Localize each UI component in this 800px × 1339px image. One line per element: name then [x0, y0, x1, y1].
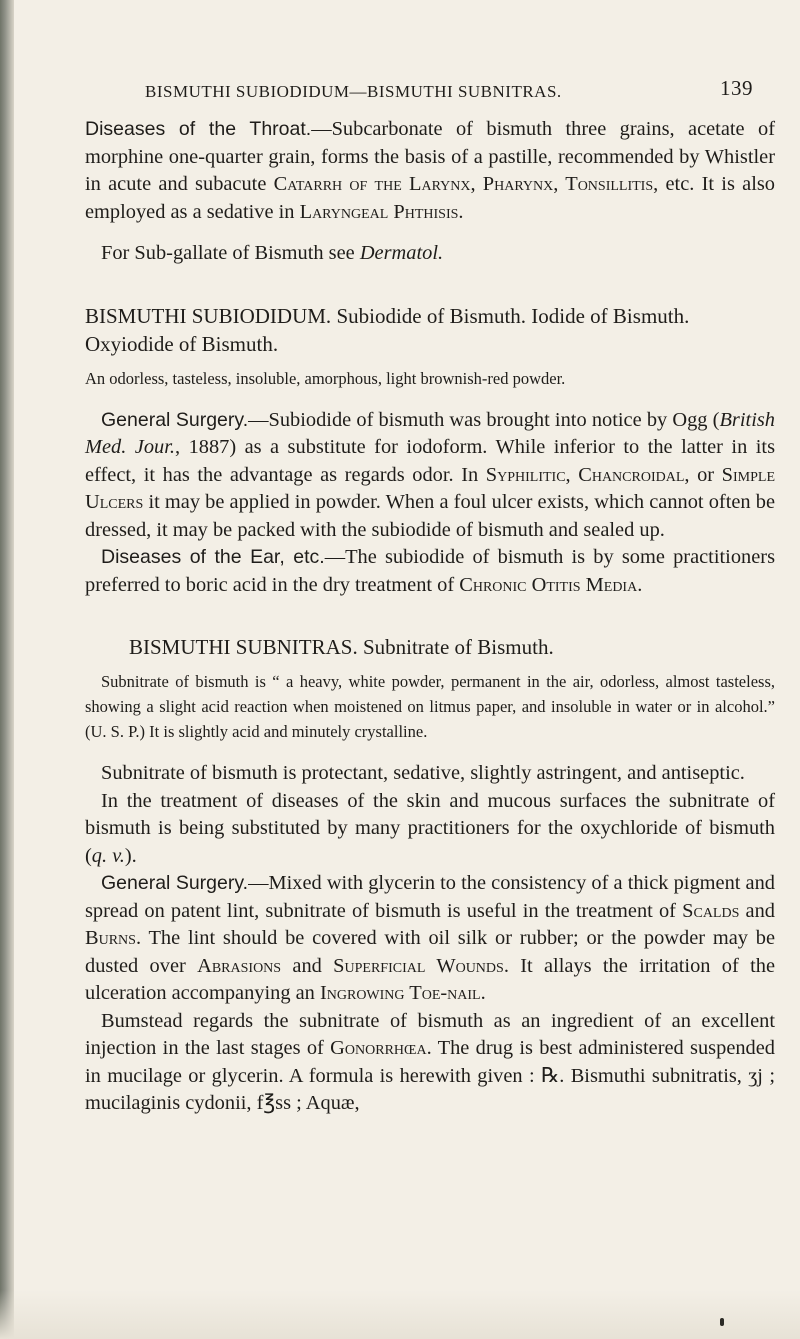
subnitras-surgery-text-d: and [281, 954, 334, 977]
subnitras-gonorrhoea: Gonorrhœa. [330, 1037, 432, 1059]
subiodidum-synonyms: Subiodide of Bismuth. Iodide of Bismuth. Oxyiodide of Bismuth. [85, 303, 690, 356]
subiodidum-entry-title [85, 302, 775, 358]
page-number: 139 [720, 76, 753, 100]
throat-condition-phthisis: Laryngeal Phthisis. [299, 200, 464, 223]
subnitras-surgery-text-b: and [739, 899, 775, 922]
ink-mark [720, 1318, 724, 1326]
subnitras-burns: Burns. [85, 927, 142, 949]
subnitras-scalds: Scalds [682, 899, 740, 922]
subgallate-text: For Sub-gallate of Bismuth see [101, 242, 360, 264]
subnitras-surgery-paragraph [85, 870, 775, 1008]
subiodidum-ear-paragraph [85, 544, 775, 599]
throat-text-b: etc. It is also employed as a sedative in [85, 173, 775, 223]
subnitras-bumstead-text-a: Bumstead regards the subnitrate of bismuth as an ingredient of an excellent injection in the last stages of [85, 1009, 775, 1059]
subnitras-skin-reference: q. v. [91, 844, 125, 867]
subiodidum-title: BISMUTHI SUBIODIDUM. [85, 303, 332, 328]
subnitras-ingrowing-toe-nail: Ingrowing Toe-nail. [319, 982, 486, 1004]
subiodidum-simple-ulcers: Simple Ulcers [85, 463, 775, 513]
subnitras-bumstead-text-b: The drug is best administered suspended in mucilage or glycerin. A formula is herewith given : ℞. Bismuthi subnitratis, ʒj ; mucilaginis cydonii, f℥ss ; Aquæ, [85, 1037, 775, 1114]
subiodidum-ear-heading: Diseases of the Ear, etc. [101, 546, 325, 568]
book-page [85, 70, 775, 1118]
subiodidum-surgery-text-d: it may be applied in powder. When a foul ulcer exists, which cannot often be dressed, it may be packed with the subiodide of bismuth and sealed up. [85, 491, 775, 541]
throat-paragraph [85, 116, 775, 226]
subnitras-surgery-text-e: It allays the irritation of the ulceration accompanying an [85, 954, 775, 1004]
subiodidum-surgery-text-c: or [689, 463, 722, 486]
subnitras-entry-title [85, 633, 775, 661]
subiodidum-otitis-media: Chronic Otitis Media. [459, 573, 643, 596]
subnitras-skin-text-a: In the treatment of diseases of the skin and mucous surfaces the subnitrate of bismuth is being substituted by many practitioners for the oxychloride of bismuth ( [85, 789, 775, 867]
subnitras-surgery-text-a: —Mixed with glycerin to the consistency of a thick pigment and spread on patent lint, subnitrate of bismuth is useful in the treatment of [85, 872, 775, 922]
throat-text-a: —Subcarbonate of bismuth three grains, acetate of morphine one-quarter grain, forms the basis of a pastille, recommended by Whistler in acute and subacute [85, 118, 775, 195]
throat-heading: Diseases of the Throat. [85, 118, 312, 140]
subiodidum-ulcer-types: Syphilitic, Chancroidal, [485, 463, 690, 486]
subgallate-paragraph [85, 240, 775, 268]
subnitras-superficial-wounds: Superficial Wounds. [333, 954, 509, 977]
subnitras-properties: Subnitrate of bismuth is protectant, sedative, slightly astringent, and antiseptic. [101, 762, 745, 784]
subiodidum-surgery-heading: General Surgery. [101, 408, 249, 431]
subnitras-abrasions: Abrasions [197, 954, 282, 977]
running-head [85, 70, 775, 108]
running-title: BISMUTHI SUBIODIDUM—BISMUTHI SUBNITRAS. [145, 82, 562, 101]
subnitras-bumstead-paragraph [85, 1008, 775, 1118]
throat-conditions: Catarrh of the Larynx, Pharynx, Tonsillitis, [273, 173, 659, 195]
subnitras-description: Subnitrate of bismuth is “ a heavy, white powder, permanent in the air, odorless, almost tasteless, showing a slight acid reaction when moistened on litmus paper, and insoluble in water or in alcohol.” (U. S. P.) It is slightly acid and minutely crystalline. [85, 672, 775, 741]
subnitras-synonym: Subnitrate of Bismuth. [357, 635, 554, 659]
subnitras-surgery-heading: General Surgery. [101, 872, 249, 894]
subgallate-reference: Dermatol. [359, 242, 444, 264]
subnitras-skin-text-b: ). [124, 844, 137, 867]
subiodidum-surgery-reference: British Med. Jour. [85, 408, 775, 458]
subiodidum-ear-text: —The subiodide of bismuth is by some practitioners preferred to boric acid in the dry treatment of [85, 546, 776, 596]
subiodidum-description: An odorless, tasteless, insoluble, amorphous, light brownish-red powder. [85, 368, 566, 388]
page-bottom-shadow [0, 1290, 800, 1339]
subnitras-title: BISMUTHI SUBNITRAS. [129, 635, 358, 659]
book-spine-shadow [0, 0, 14, 1339]
subiodidum-surgery-text-b: , 1887) as a substitute for iodoform. While inferior to the latter in its effect, it has the advantage as regards odor. In [85, 436, 775, 486]
subiodidum-surgery-paragraph [85, 407, 775, 545]
subnitras-surgery-text-c: The lint should be covered with oil silk or rubber; or the powder may be dusted over [85, 927, 775, 977]
subnitras-skin-paragraph [85, 788, 775, 871]
subiodidum-surgery-text-a: —Subiodide of bismuth was brought into notice by Ogg ( [248, 408, 720, 431]
